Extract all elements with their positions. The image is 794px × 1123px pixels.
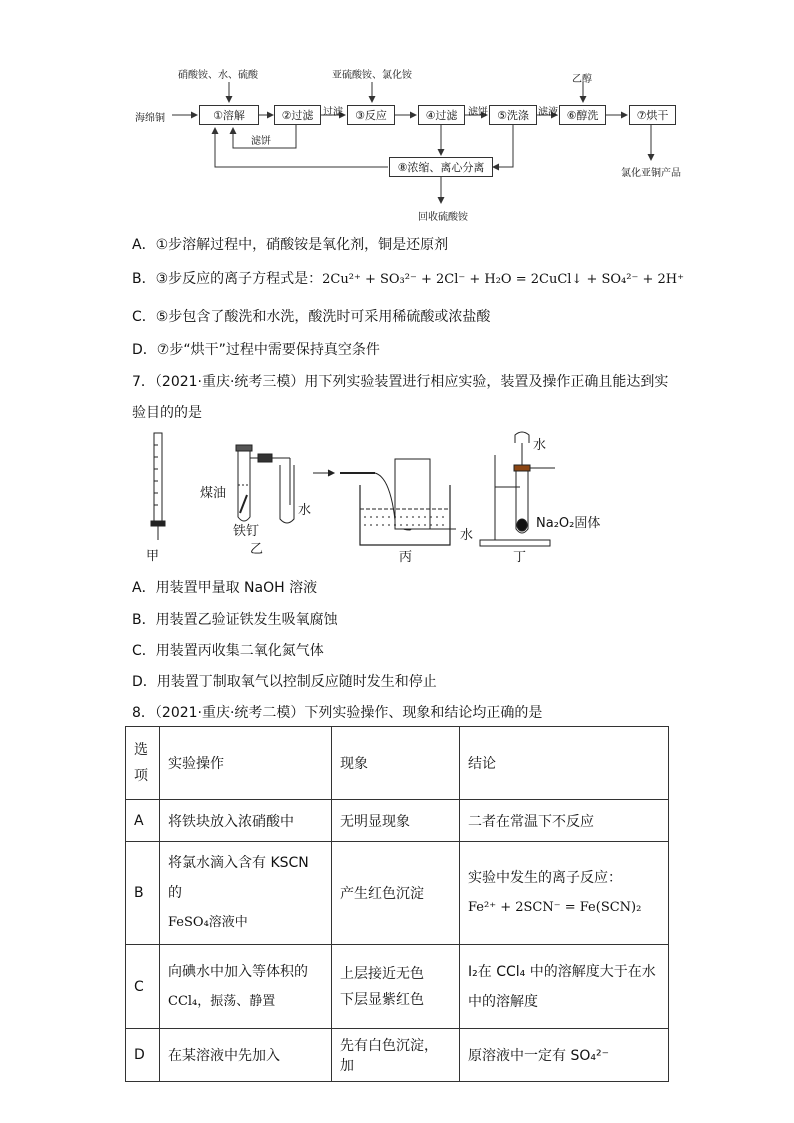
label-water-ding: 水: [533, 438, 547, 453]
q6-option-b: [132, 268, 684, 288]
q7-stem-line2: 验目的的是: [132, 405, 202, 421]
q8-table: [125, 726, 669, 1082]
row-b-option: B: [126, 842, 160, 945]
row-c-operation: 向碘水中加入等体积的 CCl₄，振荡、静置: [160, 945, 332, 1029]
arrow-label-filtrate: 滤液: [538, 107, 558, 118]
step-filter-4: ④过滤: [418, 105, 465, 125]
row-c-option: C: [126, 945, 160, 1029]
step-dissolve: ①溶解: [199, 105, 259, 125]
label-water-bing: 水: [460, 528, 474, 543]
q7-option-b: B．用装置乙验证铁发生吸氧腐蚀: [132, 612, 338, 628]
q6-option-b-prefix: B．③步反应的离子方程式是：: [132, 271, 323, 287]
q8-stem: 8．（2021·重庆·统考二模）下列实验操作、现象和结论均正确的是: [132, 705, 543, 721]
table-row: [126, 842, 669, 945]
table-row: [126, 800, 669, 842]
row-c-conclusion: I₂在 CCl₄ 中的溶解度大于在水 中的溶解度: [460, 945, 669, 1029]
row-d-option: D: [126, 1029, 160, 1082]
label-yi: 乙: [250, 542, 264, 557]
row-a-conclusion: 二者在常温下不反应: [460, 800, 669, 842]
header-operation: 实验操作: [160, 727, 332, 800]
q6-option-a: A．①步溶解过程中，硝酸铵是氧化剂，铜是还原剂: [132, 237, 449, 253]
row-b-phenomenon: 产生红色沉淀: [332, 842, 460, 945]
step-dry: ⑦烘干: [629, 105, 676, 125]
q6-option-d: D．⑦步“烘干”过程中需要保持真空条件: [132, 342, 380, 358]
product-label: 氯化亚铜产品: [621, 168, 681, 179]
header-conclusion: 结论: [460, 727, 669, 800]
arrow-label-filter: 过滤: [323, 107, 343, 118]
q7-option-a: A．用装置甲量取 NaOH 溶液: [132, 580, 318, 596]
q7-option-c: C．用装置丙收集二氧化氮气体: [132, 643, 324, 659]
input-ethanol-label: 乙醇: [572, 74, 592, 85]
row-b-conclusion: 实验中发生的离子反应： Fe²⁺ + 2SCN⁻ = Fe(SCN)₂: [460, 842, 669, 945]
row-a-phenomenon: 无明显现象: [332, 800, 460, 842]
arrow-label-cake-back: 滤饼: [251, 136, 271, 147]
header-phenomenon: 现象: [332, 727, 460, 800]
row-a-option: A: [126, 800, 160, 842]
row-d-phenomenon: 先有白色沉淀，加: [332, 1029, 460, 1082]
step-concentrate: ⑧浓缩、离心分离: [389, 157, 493, 177]
arrow-label-cake-1: 滤饼: [468, 107, 488, 118]
row-d-conclusion: 原溶液中一定有 SO₄²⁻: [460, 1029, 669, 1082]
row-b-operation: 将氯水滴入含有 KSCN 的 FeSO₄溶液中: [160, 842, 332, 945]
q6-option-b-equation: 2Cu²⁺ + SO₃²⁻ + 2Cl⁻ + H₂O = 2CuCl↓ + SO₄²⁻ + 2H⁺: [322, 272, 684, 287]
table-row: [126, 1029, 669, 1082]
label-ding: 丁: [513, 550, 527, 565]
label-na2o2: Na₂O₂固体: [536, 516, 601, 531]
q7-stem-line1: 7．（2021·重庆·统考三模）用下列实验装置进行相应实验，装置及操作正确且能达到实: [132, 374, 669, 390]
start-material: 海绵铜: [135, 113, 165, 124]
q7-option-d: D．用装置丁制取氧气以控制反应随时发生和停止: [132, 674, 437, 690]
row-c-phenomenon: 上层接近无色 下层显紫红色: [332, 945, 460, 1029]
input-react-label: 亚硫酸铵、氯化铵: [332, 70, 412, 81]
row-d-operation: 在某溶液中先加入: [160, 1029, 332, 1082]
label-water-yi: 水: [298, 503, 312, 518]
q6-option-c: C．⑤步包含了酸洗和水洗，酸洗时可采用稀硫酸或浓盐酸: [132, 309, 491, 325]
label-jia: 甲: [146, 549, 160, 564]
row-a-operation: 将铁块放入浓硝酸中: [160, 800, 332, 842]
label-kerosene: 煤油: [200, 486, 227, 501]
step-alcohol-wash: ⑥醇洗: [559, 105, 606, 125]
step-wash: ⑤洗涤: [489, 105, 537, 125]
table-header-row: [126, 727, 669, 800]
label-bing: 丙: [399, 550, 413, 565]
label-nail: 铁钉: [233, 524, 260, 539]
burette: [154, 433, 162, 521]
recovery-label: 回收硫酸铵: [418, 212, 468, 223]
step-react: ③反应: [347, 105, 395, 125]
step-filter-2: ②过滤: [274, 105, 321, 125]
table-row: [126, 945, 669, 1029]
header-option: 选项: [126, 727, 160, 800]
input-dissolve-label: 硝酸铵、水、硫酸: [178, 70, 258, 81]
